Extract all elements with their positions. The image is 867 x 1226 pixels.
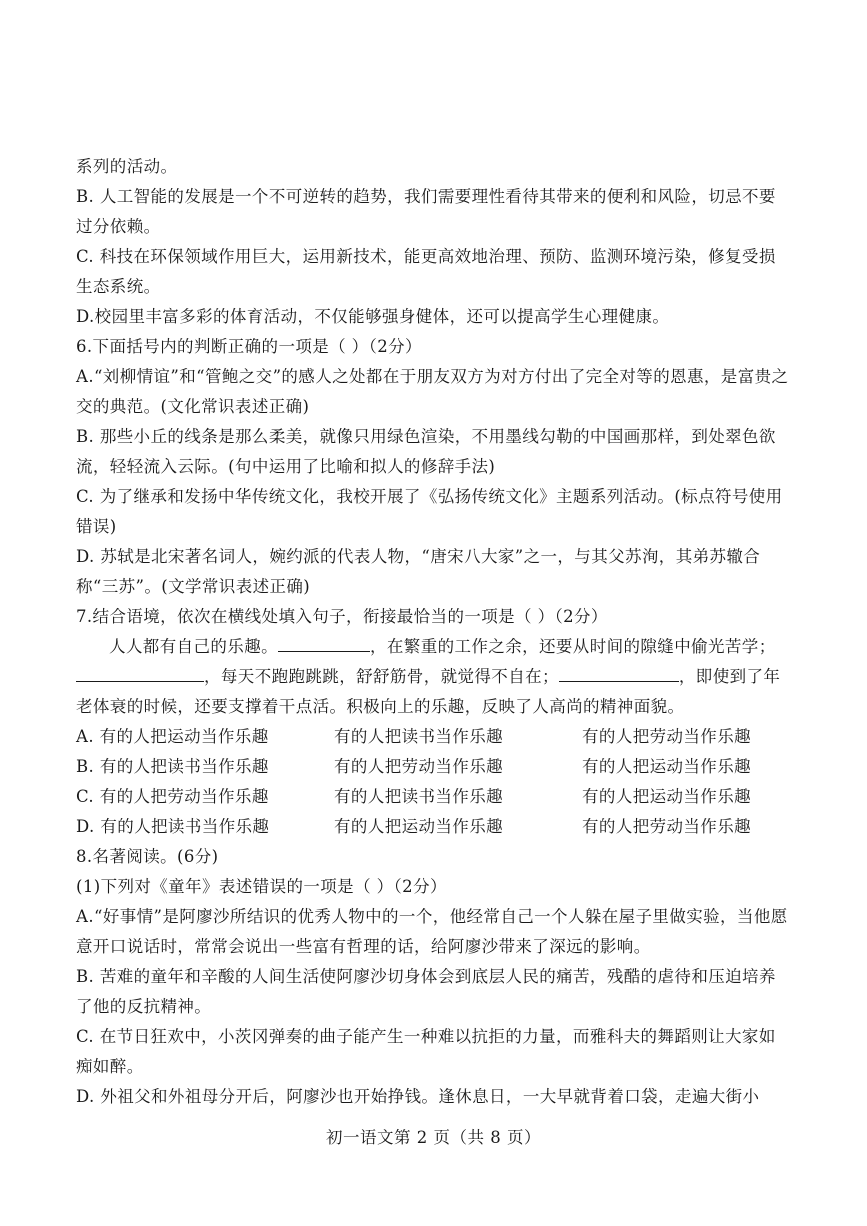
- option-col-2: 有的人把读书当作乐趣: [334, 787, 503, 806]
- option-col-1: D. 有的人把读书当作乐趣: [76, 817, 270, 836]
- passage-part: ，每天不跑跑跳跳，舒舒筋骨，就觉得不自在；: [204, 667, 559, 686]
- passage-part: 人人都有自己的乐趣。: [109, 637, 278, 656]
- question-8-sub-1: (1)下列对《童年》表述错误的一项是（ ）（2分）: [76, 877, 447, 896]
- question-8-option-d: D. 外祖父和外祖母分开后，阿廖沙也开始挣钱。逢休息日，一大早就背着口袋，走遍大街小: [76, 1087, 760, 1106]
- page-content: [76, 152, 792, 1112]
- question-7-option-row: [76, 752, 792, 782]
- text-line: 系列的活动。: [76, 157, 178, 176]
- option-col-2: 有的人把读书当作乐趣: [334, 727, 503, 746]
- option-col-3: 有的人把劳动当作乐趣: [582, 817, 751, 836]
- text-line: D.校园里丰富多彩的体育活动，不仅能够强身健体，还可以提高学生心理健康。: [76, 307, 670, 326]
- passage-part: ，在繁重的工作之余，还要从时间的隙缝中偷光苦学；: [370, 637, 776, 656]
- option-col-3: 有的人把运动当作乐趣: [582, 757, 751, 776]
- question-7-option-row: [76, 782, 792, 812]
- question-6-option-c: C. 为了继承和发扬中华传统文化，我校开展了《弘扬传统文化》主题系列活动。(标点符号使用错误): [76, 487, 783, 536]
- text-line: B. 人工智能的发展是一个不可逆转的趋势，我们需要理性看待其带来的便利和风险，切忌不要过分依赖。: [76, 187, 776, 236]
- question-6-stem: 6.下面括号内的判断正确的一项是（ ）（2分）: [76, 337, 422, 356]
- question-8-option-b: B. 苦难的童年和辛酸的人间生活使阿廖沙切身体会到底层人民的痛苦，残酷的虐待和压迫培养了他的反抗精神。: [76, 967, 776, 1016]
- question-8-option-c: C. 在节日狂欢中，小茨冈弹奏的曲子能产生一种难以抗拒的力量，而雅科夫的舞蹈则让大家如痴如醉。: [76, 1027, 776, 1076]
- question-8-option-a: A.“好事情”是阿廖沙所结识的优秀人物中的一个，他经常自己一个人躲在屋子里做实验，当他愿意开口说话时，常常会说出一些富有哲理的话，给阿廖沙带来了深远的影响。: [76, 907, 788, 956]
- option-col-2: 有的人把劳动当作乐趣: [334, 757, 503, 776]
- option-col-2: 有的人把运动当作乐趣: [334, 817, 503, 836]
- question-7-option-row: [76, 812, 792, 842]
- text-line: C. 科技在环保领域作用巨大，运用新技术，能更高效地治理、预防、监测环境污染，修复受损生态系统。: [76, 247, 776, 296]
- fill-blank[interactable]: [559, 663, 679, 682]
- option-col-1: C. 有的人把劳动当作乐趣: [76, 787, 269, 806]
- fill-blank[interactable]: [76, 663, 204, 682]
- question-8-stem: 8.名著阅读。(6分): [76, 847, 219, 866]
- fill-blank[interactable]: [278, 633, 370, 652]
- question-6-option-b: B. 那些小丘的线条是那么柔美，就像只用绿色渲染，不用墨线勾勒的中国画那样，到处翠色欲流，轻轻流入云际。(句中运用了比喻和拟人的修辞手法): [76, 427, 776, 476]
- option-col-1: A. 有的人把运动当作乐趣: [76, 727, 269, 746]
- option-col-3: 有的人把劳动当作乐趣: [582, 727, 751, 746]
- passage-part: ，即使到了年老体衰的时候，还要支撑着干点活。积极向上的乐趣，反映了人高尚的精神面貌。: [76, 667, 781, 716]
- option-col-3: 有的人把运动当作乐趣: [582, 787, 751, 806]
- question-6-option-d: D. 苏轼是北宋著名词人，婉约派的代表人物，“唐宋八大家”之一，与其父苏洵，其弟苏辙合称“三苏”。(文学常识表述正确): [76, 547, 761, 596]
- option-col-1: B. 有的人把读书当作乐趣: [76, 757, 269, 776]
- page-footer: 初一语文第 2 页（共 8 页）: [326, 1128, 541, 1147]
- question-7-passage: [76, 632, 792, 722]
- question-7-option-row: [76, 722, 792, 752]
- question-6-option-a: A.“刘柳情谊”和“管鲍之交”的感人之处都在于朋友双方为对方付出了完全对等的恩惠，是富贵之交的典范。(文化常识表述正确): [76, 367, 789, 416]
- question-7-stem: 7.结合语境，依次在横线处填入句子，衔接最恰当的一项是（ ）（2分）: [76, 607, 608, 626]
